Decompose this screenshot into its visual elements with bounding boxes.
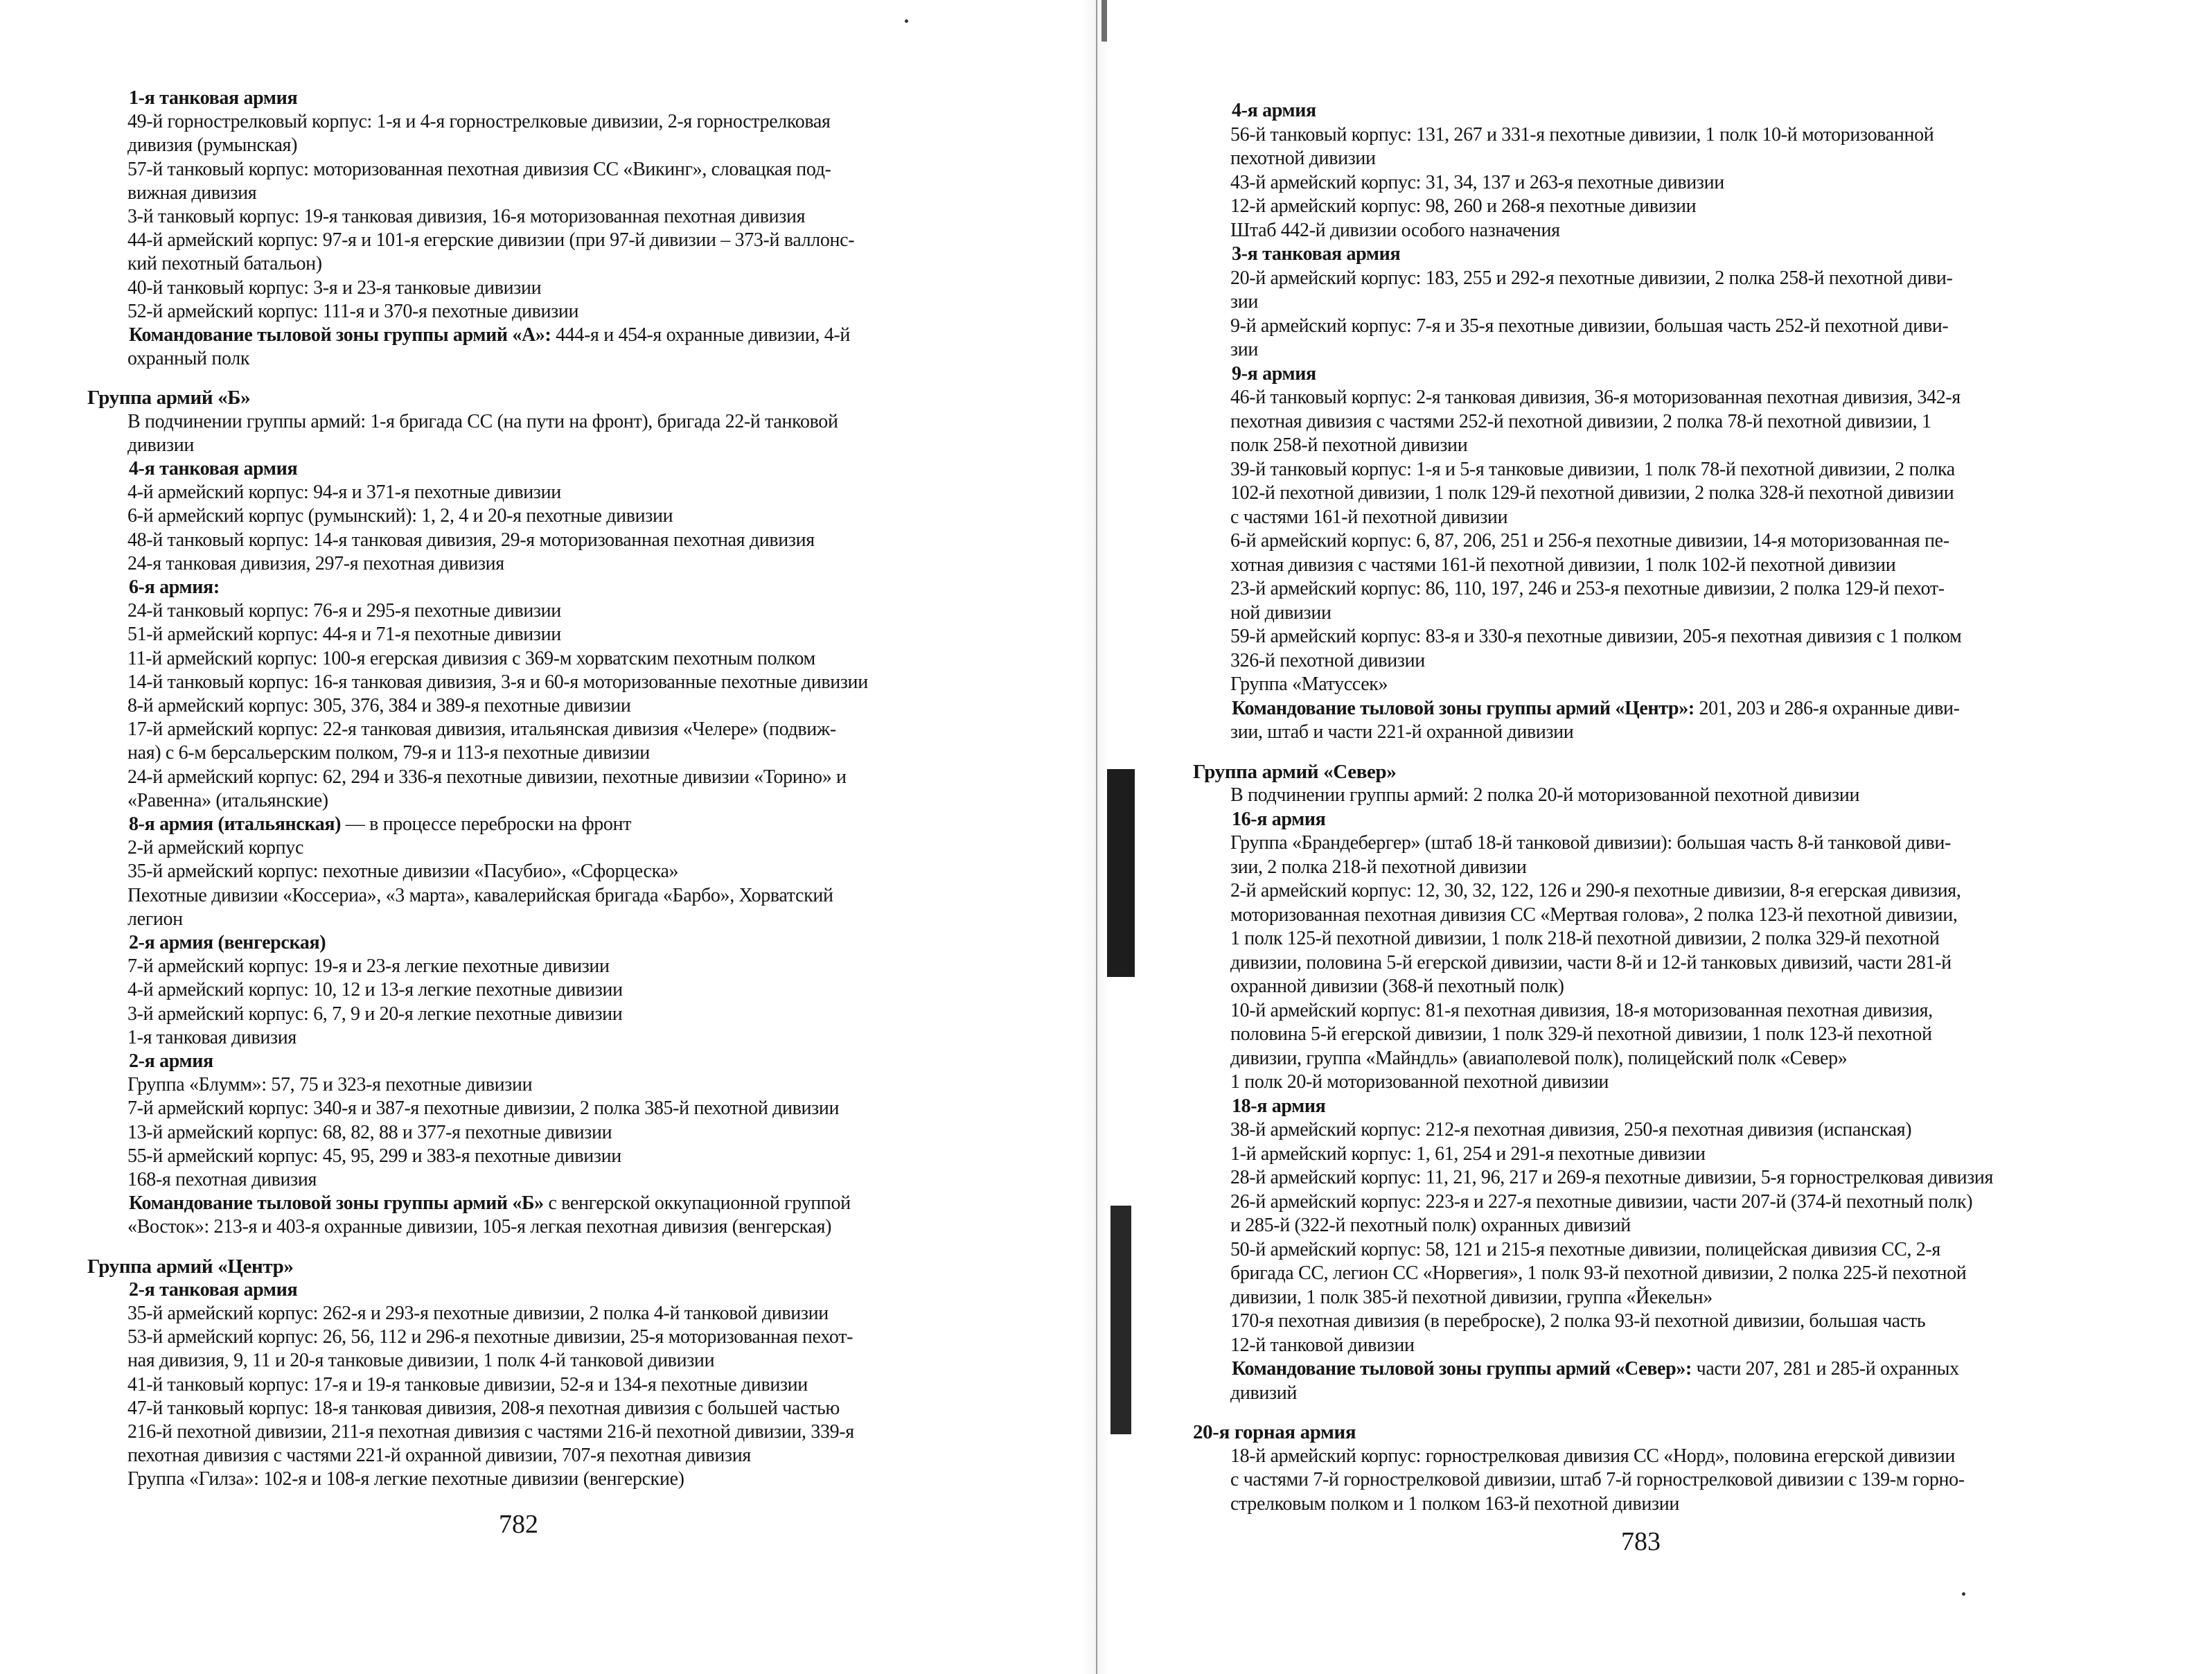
rear-command-units: — в процессе переброски на фронт <box>341 813 632 835</box>
army-group-heading: 20-я горная армия <box>1193 1421 1356 1443</box>
text-line: 35-й армейский корпус: 262-я и 293-я пехотные дивизии, 2 полка 4-й танковой дивизии <box>127 1303 829 1324</box>
text-line: 17-й армейский корпус: 22-я танковая дивизия, итальянская дивизия «Челере» (подвиж- <box>127 719 836 741</box>
text-line: 1 полк 20-й моторизованной пехотной дивизии <box>1230 1071 1609 1093</box>
text-line: моторизованная пехотная дивизия СС «Мертвая голова», 2 полка 123-й пехотной дивизии, <box>1230 904 1958 926</box>
text-line: 6-й армейский корпус (румынский): 1, 2, 4 и 20-я пехотные дивизии <box>127 505 673 527</box>
text-line: 50-й армейский корпус: 58, 121 и 215-я пехотные дивизии, полицейская дивизия СС, 2-я <box>1230 1238 1940 1260</box>
text-line: 1 полк 125-й пехотной дивизии, 1 полк 218-й пехотной дивизии, 2 полка 329-й пехотной <box>1230 928 1940 949</box>
army-heading: 1-я танковая армия <box>129 87 298 109</box>
text-line: В подчинении группы армий: 2 полка 20-й моторизованной пехотной дивизии <box>1230 784 1860 806</box>
text-line: дивизии, половина 5-й егерской дивизии, части 8-й и 12-й танковых дивизий, части 281-й <box>1230 951 1952 973</box>
text-line: 8-й армейский корпус: 305, 376, 384 и 389-я пехотные дивизии <box>127 695 631 716</box>
text-line: бригада СС, легион СС «Норвегия», 1 полк 93-й пехотной дивизии, 2 полка 225-й пехотной <box>1230 1262 1967 1284</box>
text-line: 46-й танковый корпус: 2-я танковая дивизия, 36-я моторизованная пехотная дивизия, 342-я <box>1230 387 1961 408</box>
text-line: 57-й танковый корпус: моторизованная пехотная дивизия СС «Викинг», словацкая под- <box>127 158 831 180</box>
text-line: кий пехотный батальон) <box>127 253 322 275</box>
text-line: 24-й армейский корпус: 62, 294 и 336-я пехотные дивизии, пехотные дивизии «Торино» и <box>127 766 847 788</box>
text-line: охранный полк <box>127 348 250 370</box>
text-line: и 285-й (322-й пехотный полк) охранных дивизий <box>1230 1215 1631 1236</box>
text-line: вижная дивизия <box>127 182 257 204</box>
army-group-heading: Группа армий «Б» <box>87 387 251 409</box>
text-line: Группа «Матуссек» <box>1230 673 1388 695</box>
rear-command-title: Командование тыловой зоны группы армий «Центр»: <box>1232 697 1695 719</box>
scan-shadow <box>1111 1206 1131 1434</box>
text-line: зии <box>1230 291 1258 312</box>
text-line: 7-й армейский корпус: 340-я и 387-я пехотные дивизии, 2 полка 385-й пехотной дивизии <box>127 1098 840 1120</box>
text-line: зии, штаб и части 221-й охранной дивизии <box>1230 721 1574 743</box>
rear-command-line <box>129 1192 851 1215</box>
text-line: В подчинении группы армий: 1-я бригада СС (на пути на фронт), бригада 22-й танковой <box>127 410 838 432</box>
text-line: ной дивизии <box>1230 601 1331 624</box>
text-line: 55-й армейский корпус: 45, 95, 299 и 383-я пехотные дивизии <box>127 1145 621 1167</box>
text-line: 10-й армейский корпус: 81-я пехотная дивизия, 18-я моторизованная пехотная дивизия, <box>1230 999 1933 1021</box>
rear-command-line <box>129 324 850 346</box>
text-line: 23-й армейский корпус: 86, 110, 197, 246 и 253-я пехотные дивизии, 2 полка 129-й пехот- <box>1230 578 1945 599</box>
text-line: «Равенна» (итальянские) <box>127 789 328 811</box>
text-line: 38-й армейский корпус: 212-я пехотная дивизия, 250-я пехотная дивизия (испанская) <box>1230 1119 1912 1140</box>
army-heading: 4-я танковая армия <box>129 458 298 479</box>
book-gutter <box>1081 0 1108 1674</box>
text-line: дивизии <box>127 434 195 456</box>
left-page <box>0 0 1081 1674</box>
text-line: зии <box>1230 339 1258 360</box>
army-heading: 2-я армия <box>129 1050 213 1072</box>
text-line: 59-й армейский корпус: 83-я и 330-я пехотные дивизии, 205-я пехотная дивизия с 1 полком <box>1230 626 1962 647</box>
text-line: 56-й танковый корпус: 131, 267 и 331-я пехотные дивизии, 1 полк 10-й моторизованной <box>1230 123 1934 146</box>
text-line: 3-й танковый корпус: 19-я танковая дивизия, 16-я моторизованная пехотная дивизия <box>127 206 806 227</box>
text-line: 24-я танковая дивизия, 297-я пехотная дивизия <box>127 552 504 574</box>
text-line: 39-й танковый корпус: 1-я и 5-я танковые дивизии, 1 полк 78-й пехотной дивизии, 2 полка <box>1230 458 1955 480</box>
text-line: охранной дивизии (368-й пехотный полк) <box>1230 976 1564 997</box>
army-heading: 2-я армия (венгерская) <box>129 932 326 953</box>
rear-command-units: с венгерской оккупационной группой <box>543 1192 851 1215</box>
army-heading: 9-я армия <box>1232 362 1316 385</box>
text-line: 24-й танковый корпус: 76-я и 295-я пехотные дивизии <box>127 600 561 622</box>
text-line: 9-й армейский корпус: 7-я и 35-я пехотные дивизии, большая часть 252-й пехотной диви- <box>1230 315 1949 337</box>
text-line: 2-й армейский корпус: 12, 30, 32, 122, 126 и 290-я пехотные дивизии, 8-я егерская дивизия, <box>1230 880 1961 901</box>
text-line: Группа «Блумм»: 57, 75 и 323-я пехотные дивизии <box>127 1074 533 1096</box>
text-line: дивизия (румынская) <box>127 134 298 157</box>
text-line: 12-й армейский корпус: 98, 260 и 268-я пехотные дивизии <box>1230 195 1697 217</box>
text-line: 52-й армейский корпус: 111-я и 370-я пехотные дивизии <box>127 300 579 322</box>
text-line: 11-й армейский корпус: 100-я егерская дивизия с 369-м хорватским пехотным полком <box>127 647 815 669</box>
army-heading: 16-я армия <box>1232 808 1326 830</box>
rear-command-line <box>1232 1358 1959 1380</box>
text-line: дивизии, 1 полк 385-й пехотной дивизии, группа «Йекельн» <box>1230 1286 1713 1308</box>
scan-shadow <box>1101 0 1107 42</box>
text-line: 326-й пехотной дивизии <box>1230 649 1425 671</box>
text-line: дивизий <box>1230 1382 1298 1404</box>
rear-command-title: Командование тыловой зоны группы армий «Север»: <box>1232 1358 1692 1380</box>
rear-command-units: 201, 203 и 286-я охранные диви- <box>1694 697 1960 719</box>
text-line: 40-й танковый корпус: 3-я и 23-я танковые дивизии <box>127 276 542 299</box>
text-line: дивизии, группа «Майндль» (авиаполевой полк), полицейский полк «Север» <box>1230 1047 1848 1069</box>
text-line: 6-й армейский корпус: 6, 87, 206, 251 и 256-я пехотные дивизии, 14-я моторизованная пе- <box>1230 530 1949 552</box>
text-line: 53-й армейский корпус: 26, 56, 112 и 296-я пехотные дивизии, 25-я моторизованная пехот- <box>127 1326 853 1348</box>
left-page-text <box>0 0 1081 1674</box>
text-line: 4-й армейский корпус: 10, 12 и 13-я легкие пехотные дивизии <box>127 979 623 1001</box>
text-line: 13-й армейский корпус: 68, 82, 88 и 377-я пехотные дивизии <box>127 1121 612 1143</box>
text-line: 44-й армейский корпус: 97-я и 101-я егерские дивизии (при 97-й дивизии – 373-й валлонс- <box>127 229 855 252</box>
text-line: пехотная дивизия с частями 221-й охранной дивизии, 707-я пехотная дивизия <box>127 1445 751 1467</box>
rear-command-title: Командование тыловой зоны группы армий «Б» <box>129 1192 544 1215</box>
text-line: хотная дивизия с частями 161-й пехотной дивизии, 1 полк 102-й пехотной дивизии <box>1230 554 1896 576</box>
text-line: зии, 2 полка 218-й пехотной дивизии <box>1230 856 1527 878</box>
text-line: Группа «Брандебергер» (штаб 18-й танковой дивизии): большая часть 8-й танковой диви- <box>1230 832 1951 854</box>
text-line: пехотная дивизия с частями 252-й пехотной дивизии, 2 полка 78-й пехотной дивизии, 1 <box>1230 410 1931 432</box>
text-line: 4-й армейский корпус: 94-я и 371-я пехотные дивизии <box>127 482 561 504</box>
text-line: 170-я пехотная дивизия (в переброске), 2 полка 93-й пехотной дивизии, большая часть <box>1230 1310 1926 1332</box>
text-line: 14-й танковый корпус: 16-я танковая дивизия, 3-я и 60-я моторизованные пехотные дивизии <box>127 671 868 693</box>
scan-speck <box>1962 1592 1965 1596</box>
text-line: 28-й армейский корпус: 11, 21, 96, 217 и 269-я пехотные дивизии, 5-я горнострелковая дивизия <box>1230 1167 1994 1188</box>
right-page <box>1108 0 2212 1674</box>
text-line: 102-й пехотной дивизии, 1 полк 129-й пехотной дивизии, 2 полка 328-й пехотной дивизии <box>1230 482 1954 504</box>
rear-command-title: Командование тыловой зоны группы армий «А»: <box>129 324 551 346</box>
text-line: 35-й армейский корпус: пехотные дивизии «Пасубио», «Сфорцеска» <box>127 861 679 883</box>
text-line: пехотной дивизии <box>1230 148 1376 169</box>
text-line: 43-й армейский корпус: 31, 34, 137 и 263-я пехотные дивизии <box>1230 171 1724 193</box>
rear-command-units: части 207, 281 и 285-й охранных <box>1691 1358 1959 1380</box>
text-line: 216-й пехотной дивизии, 211-я пехотная дивизия с частями 216-й пехотной дивизии, 339-я <box>127 1421 854 1443</box>
text-line: «Восток»: 213-я и 403-я охранные дивизии, 105-я легкая пехотная дивизия (венгерская) <box>127 1216 832 1238</box>
gutter-fold-line <box>1096 0 1097 1674</box>
text-line: стрелковым полком и 1 полком 163-й пехотной дивизии <box>1230 1492 1679 1515</box>
text-line: 2-й армейский корпус <box>127 837 304 859</box>
text-line: ная) с 6-м берсальерским полком, 79-я и 113-я пехотные дивизии <box>127 742 650 764</box>
page-number-left: 782 <box>499 1510 538 1539</box>
text-line: 47-й танковый корпус: 18-я танковая дивизия, 208-я пехотная дивизия с большей частью <box>127 1397 840 1419</box>
text-line: 1-я танковая дивизия <box>127 1026 297 1048</box>
text-line: 168-я пехотная дивизия <box>127 1169 317 1190</box>
text-line: 7-й армейский корпус: 19-я и 23-я легкие пехотные дивизии <box>127 955 610 978</box>
text-line: 18-й армейский корпус: горнострелковая дивизия СС «Норд», половина егерской дивизии <box>1230 1445 1956 1467</box>
text-line: с частями 161-й пехотной дивизии <box>1230 506 1508 528</box>
rear-command-title: 8-я армия (итальянская) <box>129 813 342 835</box>
army-heading: 2-я танковая армия <box>129 1278 298 1301</box>
text-line: 49-й горнострелковый корпус: 1-я и 4-я горнострелковые дивизии, 2-я горнострелковая <box>127 111 831 133</box>
text-line: Штаб 442-й дивизии особого назначения <box>1230 219 1560 241</box>
text-line: 48-й танковый корпус: 14-я танковая дивизия, 29-я моторизованная пехотная дивизия <box>127 529 815 551</box>
text-line: 41-й танковый корпус: 17-я и 19-я танковые дивизии, 52-я и 134-я пехотные дивизии <box>127 1373 808 1395</box>
text-line: полк 258-й пехотной дивизии <box>1230 434 1468 456</box>
text-line: с частями 7-й горнострелковой дивизии, штаб 7-й горнострелковой дивизии с 139-м горно- <box>1230 1469 1965 1490</box>
text-line: 20-й армейский корпус: 183, 255 и 292-я пехотные дивизии, 2 полка 258-й пехотной диви- <box>1230 267 1953 289</box>
rear-command-line <box>129 813 631 836</box>
army-heading: 18-я армия <box>1232 1095 1326 1117</box>
scan-speck <box>905 19 908 23</box>
right-page-text <box>1108 0 2212 1674</box>
text-line: 51-й армейский корпус: 44-я и 71-я пехотные дивизии <box>127 624 561 646</box>
text-line: 26-й армейский корпус: 223-я и 227-я пехотные дивизии, части 207-й (374-й пехотный полк) <box>1230 1190 1973 1213</box>
scan-shadow <box>1107 769 1135 977</box>
army-group-heading: Группа армий «Центр» <box>87 1255 294 1278</box>
text-line: ная дивизия, 9, 11 и 20-я танковые дивизии, 1 полк 4-й танковой дивизии <box>127 1350 715 1372</box>
army-heading: 4-я армия <box>1232 100 1316 121</box>
army-heading: 6-я армия: <box>129 576 220 598</box>
army-heading: 3-я танковая армия <box>1232 243 1401 265</box>
text-line: 12-й танковой дивизии <box>1230 1334 1415 1356</box>
rear-command-units: 444-я и 454-я охранные дивизии, 4-й <box>551 324 850 346</box>
text-line: Пехотные дивизии «Коссериа», «3 марта», кавалерийская бригада «Барбо», Хорватский <box>127 884 833 906</box>
text-line: Группа «Гилза»: 102-я и 108-я легкие пехотные дивизии (венгерские) <box>127 1468 684 1490</box>
text-line: половина 5-й егерской дивизии, 1 полк 329-й пехотной дивизии, 1 полк 123-й пехотной <box>1230 1023 1932 1045</box>
page-number-right: 783 <box>1621 1527 1661 1556</box>
text-line: легион <box>127 908 183 930</box>
text-line: 1-й армейский корпус: 1, 61, 254 и 291-я пехотные дивизии <box>1230 1143 1706 1165</box>
rear-command-line <box>1232 698 1960 720</box>
army-group-heading: Группа армий «Север» <box>1193 760 1397 783</box>
text-line: 3-й армейский корпус: 6, 7, 9 и 20-я легкие пехотные дивизии <box>127 1003 623 1025</box>
